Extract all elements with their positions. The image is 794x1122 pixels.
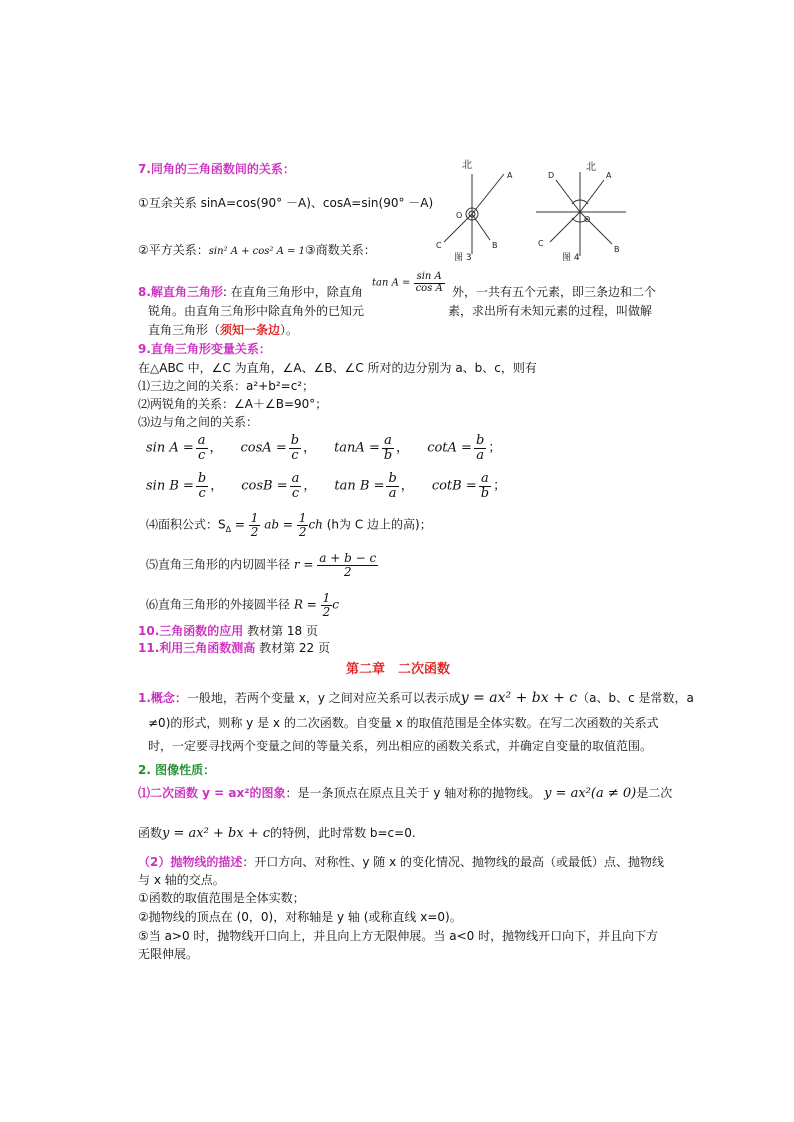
tan-quotient-formula: [372, 272, 445, 294]
trig-ratio-separator: ；: [493, 478, 507, 494]
trig-ratio-separator: ，: [400, 478, 414, 494]
trig-ratio-rowB-3: [432, 472, 506, 500]
graph-sub1-tail: 是二次: [636, 786, 673, 800]
figure-4-caption: 图 4: [562, 253, 580, 263]
circumradius-r: R =: [293, 597, 317, 612]
inradius-r: r =: [293, 557, 314, 572]
trig-ratio-denominator: c: [291, 447, 299, 463]
section-9-p1: ⑴三边之间的关系：a²+b²=c²；: [138, 379, 315, 393]
section-8-line1: [138, 285, 363, 299]
section-8-right1: 外，一共有五个元素，即三条边和二个: [452, 285, 657, 299]
area-subscript: Δ: [225, 524, 232, 534]
quotient-relation-label: ③商数关系：: [304, 243, 376, 257]
section-10-title: 10.三角函数的应用: [138, 624, 244, 638]
area-equals: =: [231, 517, 249, 532]
tan-numerator: sin A: [414, 272, 445, 284]
circumradius-label: ⑹直角三角形的外接圆半径: [146, 597, 291, 612]
area-half-den: 2: [250, 524, 259, 539]
trig-ratio-separator: ，: [303, 440, 317, 456]
area-half-den-2: 2: [298, 524, 307, 539]
section-9-intro: 在△ABC 中，∠C 为直角，∠A、∠B、∠C 所对的边分别为 a、b、c，则有: [138, 361, 537, 375]
graph-item-3: ⑤当 a>0 时，抛物线开口向上，并且向上方无限伸展。当 a<0 时，抛物线开口向下，并且向下方: [138, 929, 659, 943]
graph-sub1-text: ：是一条顶点在原点且关于 y 轴对称的抛物线。: [285, 786, 541, 800]
trig-ratio-numerator: a: [197, 433, 206, 448]
section-11: [138, 641, 330, 655]
section-8-text1: : 在直角三角形中，除直角: [222, 285, 363, 299]
area-ab: ab =: [264, 517, 293, 532]
section-8-text2: 锐角。由直角三角形中除直角外的已知元: [148, 304, 365, 318]
concept-line2: ≠0)的形式，则称 y 是 x 的二次函数。自变量 x 的取值范围是全体实数。在写二次函数的关系式: [148, 716, 659, 730]
figure-3-north: 北: [462, 160, 472, 171]
figure-4-label-a: A: [606, 171, 612, 180]
tan-denominator: cos A: [415, 282, 443, 294]
graph-item-3b: 无限伸展。: [138, 947, 199, 961]
inradius-den: 2: [343, 564, 352, 579]
trig-ratio-denominator: b: [383, 447, 393, 463]
figure-4-diagram: [532, 156, 632, 266]
figure-3-label-o: O: [456, 211, 463, 220]
trig-ratio-denominator: a: [388, 485, 397, 501]
square-relation-label: ②平方关系：: [138, 243, 209, 257]
trig-ratio-lhs: cotB =: [431, 478, 477, 494]
graph-sub1-title: ⑴二次函数 y = ax²的图象: [138, 786, 286, 800]
trig-ratio-separator: ，: [210, 478, 224, 494]
trig-ratio-row-b: [146, 472, 524, 500]
trig-ratio-separator: ，: [303, 478, 317, 494]
figure-4-label-d: D: [548, 171, 555, 180]
section-9-p6: [146, 592, 339, 618]
trig-ratio-row-a: [146, 434, 519, 462]
section-7-line1: ①互余关系 sinA=cos(90° －A)、cosA=sin(90° －A): [138, 196, 434, 210]
circumradius-c: c: [332, 597, 339, 612]
section-9-p2: ⑵两锐角的关系：∠A＋∠B=90°；: [138, 397, 328, 411]
trig-ratio-numerator: b: [197, 471, 207, 486]
graph-item-2: ②抛物线的顶点在 (0，0)，对称轴是 y 轴 (或称直线 x=0)。: [138, 910, 462, 924]
section-7-line2: [138, 243, 376, 258]
graph-item-1: ①函数的取值范围是全体实数；: [138, 891, 305, 905]
trig-ratio-lhs: cosA =: [240, 440, 287, 456]
trig-ratio-separator: ；: [488, 440, 502, 456]
trig-ratio-numerator: b: [388, 471, 397, 486]
concept-line3: 时，一定要寻找两个变量之间的等量关系，列出相应的函数关系式，并确定自变量的取值范围。: [148, 739, 653, 753]
graph-sub2-title: （2）抛物线的描述: [138, 855, 243, 869]
section-8-right2: 素，求出所有未知元素的过程，叫做解: [448, 304, 653, 318]
circumradius-den: 2: [322, 604, 331, 619]
section-11-text: 教材第 22 页: [259, 641, 330, 655]
graph-sub2-line1: [138, 855, 664, 869]
graph-properties-title: 2. 图像性质：: [138, 763, 216, 777]
chapter-title: 第二章 二次函数: [346, 662, 451, 677]
figure-3-label-c: C: [436, 241, 442, 250]
concept-title: 1.概念：: [138, 691, 187, 705]
concept-text1b: （a、b、c 是常数，a: [577, 691, 694, 705]
section-8-text3-post: ）。: [280, 323, 299, 337]
trig-ratio-rowB-1: [241, 472, 316, 500]
trig-ratio-lhs: sin B =: [146, 478, 194, 494]
section-7-title: 7.同角的三角函数间的关系：: [138, 162, 295, 176]
area-half-num: 1: [250, 511, 259, 525]
area-ch: ch: [308, 517, 323, 532]
graph-sub1-line2-formula: y = ax² + bx + c: [162, 826, 271, 841]
section-11-title: 11.利用三角函数测高: [138, 641, 256, 655]
concept-line1: [138, 690, 694, 707]
trig-ratio-rowA-2: [334, 434, 409, 462]
trig-ratio-denominator: c: [197, 447, 206, 463]
trig-ratio-rowB-0: [146, 472, 223, 500]
section-9-title: 9.直角三角形变量关系：: [138, 342, 271, 356]
trig-ratio-numerator: a: [382, 434, 394, 449]
circumradius-num: 1: [322, 591, 331, 605]
section-10: [138, 624, 318, 638]
graph-sub1-line2: [138, 826, 416, 842]
figure-4-label-o: O: [584, 215, 591, 224]
trig-ratio-denominator: c: [291, 485, 300, 501]
area-half-num-2: 1: [298, 511, 307, 525]
section-8-text3-emphasis: 须知一条边: [220, 323, 281, 337]
area-height-open: (h: [326, 517, 340, 532]
section-8-line3: [148, 323, 298, 337]
graph-sub1-line2-pre: 函数: [138, 826, 163, 840]
figure-3-diagram: [432, 156, 532, 266]
trig-ratio-numerator: a: [291, 471, 300, 486]
trig-ratio-denominator: c: [198, 485, 206, 501]
trig-ratio-lhs: cosB =: [241, 478, 288, 494]
trig-ratio-rowA-1: [241, 434, 317, 462]
tan-lhs: tan A =: [372, 277, 411, 289]
figure-4-label-b: B: [614, 245, 620, 254]
trig-ratio-lhs: sin A =: [146, 440, 194, 456]
section-9-p4: [146, 512, 432, 538]
section-9-p3: ⑶边与角之间的关系：: [138, 415, 259, 429]
section-8-text3-pre: 直角三角形（: [148, 323, 221, 337]
trig-ratio-rowA-0: [146, 434, 223, 462]
concept-text1: 一般地，若两个变量 x，y 之间对应关系可以表示成: [186, 691, 461, 705]
trig-ratio-rowB-2: [334, 472, 413, 500]
trig-ratio-lhs: tan B =: [334, 478, 385, 494]
trig-ratio-numerator: b: [290, 433, 300, 448]
area-height-note: 为 C 边上的高)；: [339, 517, 432, 532]
trig-ratio-numerator: b: [475, 433, 485, 448]
trig-ratio-lhs: cotA =: [427, 440, 472, 456]
figure-3-caption: 图 3: [454, 253, 472, 263]
graph-sub2-line2: 与 x 轴的交点。: [138, 873, 225, 887]
trig-ratio-denominator: a: [476, 447, 484, 463]
figure-4-label-c: C: [538, 239, 544, 248]
figure-3-label-a: A: [507, 171, 513, 180]
area-label: ⑷面积公式：S: [146, 517, 226, 532]
graph-sub1-formula: y = ax²(a ≠ 0): [544, 786, 637, 801]
section-10-text: 教材第 18 页: [247, 624, 318, 638]
section-8-title: 8.解直角三角形: [138, 285, 223, 299]
inradius-num: a + b − c: [319, 551, 377, 565]
graph-sub2-text: ：开口方向、对称性、y 随 x 的变化情况、抛物线的最高（或最低）点、抛物线: [242, 855, 665, 869]
inradius-label: ⑸直角三角形的内切圆半径: [146, 557, 291, 572]
trig-ratio-lhs: tanA =: [334, 440, 380, 456]
trig-ratio-separator: ，: [209, 440, 223, 456]
trig-ratio-denominator: b: [480, 485, 490, 501]
trig-ratio-numerator: a: [479, 472, 491, 487]
figure-4-north: 北: [586, 162, 596, 173]
section-9-p5: [146, 552, 378, 578]
graph-sub1-line2-post: 的特例，此时常数 b=c=0.: [270, 826, 416, 840]
square-relation-formula: sin² A + cos² A = 1: [208, 246, 305, 257]
figure-3-label-b: B: [492, 241, 498, 250]
quadratic-formula: y = ax² + bx + c: [460, 690, 578, 706]
graph-sub1-line1: [138, 786, 672, 802]
trig-ratio-separator: ，: [396, 440, 410, 456]
trig-ratio-rowA-3: [427, 434, 501, 462]
